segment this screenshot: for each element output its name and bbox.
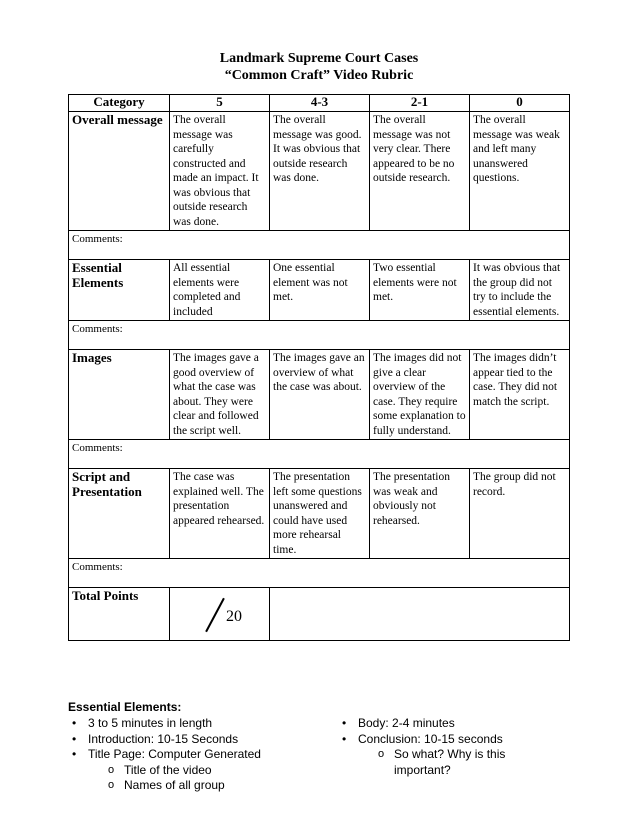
essential-elements-notes <box>68 700 588 792</box>
document-title <box>0 50 638 84</box>
list-item: • Introduction: 10-15 Seconds <box>68 732 338 748</box>
comments-row <box>69 231 570 260</box>
rubric-row-overall-message <box>69 112 570 231</box>
criterion-cell: The overall message was weak and left many unanswered questions. <box>470 112 570 231</box>
criterion-cell: The overall message was good. It was obvious that outside research was done. <box>270 112 370 231</box>
total-blank-cell <box>270 588 570 641</box>
list-subitem-continuation: important? <box>394 762 451 777</box>
comments-field[interactable]: Comments: <box>69 559 570 588</box>
list-item: • 3 to 5 minutes in length <box>68 716 338 732</box>
rubric-row-images <box>69 350 570 440</box>
comments-row <box>69 321 570 350</box>
list-subitem: o Title of the video <box>68 763 338 779</box>
rubric-row-script-presentation <box>69 469 570 559</box>
comments-row <box>69 559 570 588</box>
criterion-cell: The overall message was carefully constructed and made an impact. It was obvious that outside research was done. <box>170 112 270 231</box>
category-label: Overall message <box>69 112 170 231</box>
list-item: • Title Page: Computer Generated <box>68 747 338 763</box>
header-row <box>69 95 570 112</box>
title-line-1: Landmark Supreme Court Cases <box>219 51 419 66</box>
list-item: • Body: 2-4 minutes <box>338 716 578 732</box>
criterion-cell: The images did not give a clear overview of the case. They require some explanation to fully understand. <box>370 350 470 440</box>
notes-right-column <box>338 716 578 778</box>
criterion-cell: The overall message was not very clear. There appeared to be no outside research. <box>370 112 470 231</box>
comments-field[interactable]: Comments: <box>69 440 570 469</box>
criterion-cell: Two essential elements were not met. <box>370 260 470 321</box>
header-score-2-1: 2-1 <box>370 95 470 112</box>
criterion-cell: One essential element was not met. <box>270 260 370 321</box>
comments-field[interactable]: Comments: <box>69 321 570 350</box>
criterion-cell: All essential elements were completed and included <box>170 260 270 321</box>
notes-left-column <box>68 716 338 794</box>
category-label: Script and Presentation <box>69 469 170 559</box>
category-label: Essential Elements <box>69 260 170 321</box>
list-subitem: o Names of all group <box>68 778 338 794</box>
list-item: • Conclusion: 10-15 seconds <box>338 732 578 748</box>
criterion-cell: The presentation was weak and obviously not rehearsed. <box>370 469 470 559</box>
notes-heading: Essential Elements: <box>68 700 182 714</box>
header-score-5: 5 <box>170 95 270 112</box>
criterion-cell: It was obvious that the group did not try to include the essential elements. <box>470 260 570 321</box>
criterion-cell: The presentation left some questions unanswered and could have used more rehearsal time. <box>270 469 370 559</box>
criterion-cell: The images didn’t appear tied to the case. They did not match the script. <box>470 350 570 440</box>
header-category: Category <box>69 95 170 112</box>
header-score-0: 0 <box>470 95 570 112</box>
criterion-cell: The case was explained well. The presentation appeared rehearsed. <box>170 469 270 559</box>
criterion-cell: The images gave an overview of what the case was about. <box>270 350 370 440</box>
criterion-cell: The images gave a good overview of what the case was about. They were clear and followed the script well. <box>170 350 270 440</box>
comments-row <box>69 440 570 469</box>
rubric-table <box>68 94 570 641</box>
criterion-cell: The group did not record. <box>470 469 570 559</box>
total-points-label: Total Points <box>69 588 170 641</box>
fraction-slash <box>205 598 225 632</box>
total-points-max: 20 <box>226 608 242 625</box>
total-points-cell[interactable] <box>170 588 270 641</box>
rubric-row-essential-elements <box>69 260 570 321</box>
list-subitem: o So what? Why is this <box>338 747 578 763</box>
category-label: Images <box>69 350 170 440</box>
total-row <box>69 588 570 641</box>
comments-field[interactable]: Comments: <box>69 231 570 260</box>
title-line-2: “Common Craft” Video Rubric <box>224 68 414 83</box>
header-score-4-3: 4-3 <box>270 95 370 112</box>
